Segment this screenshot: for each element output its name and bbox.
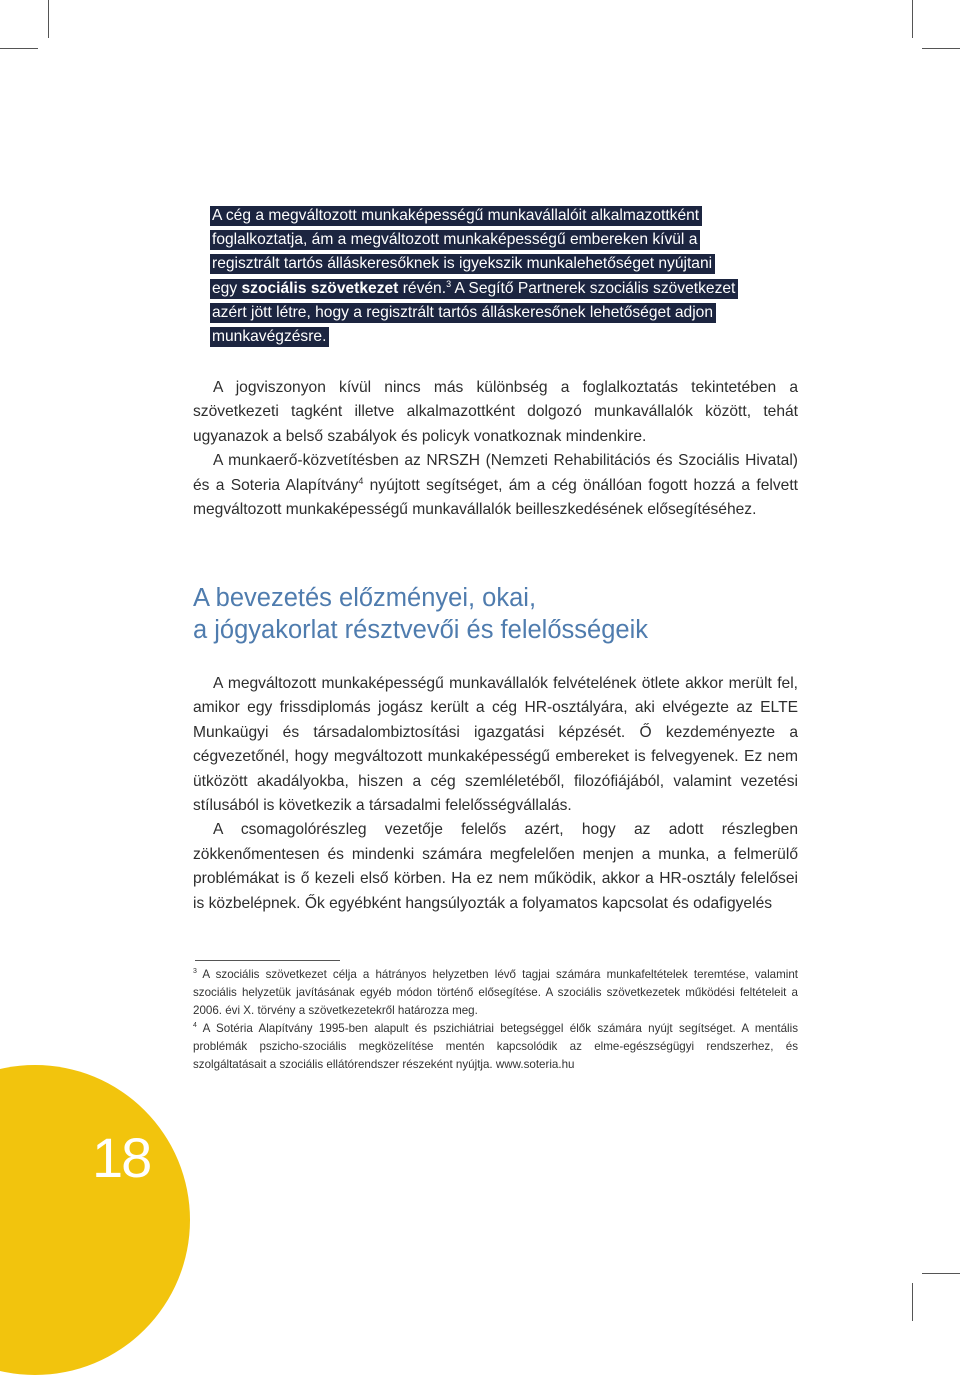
highlight-text: egy <box>212 279 242 297</box>
page-number-circle <box>0 1065 190 1375</box>
footnote-text: A szociális szövetkezet célja a hátrányos helyzetben lévő tagjai számára munkafeltételek teremtése, valamint szociális helyzetük javításának egyéb módon történő elősegítése. A szociális szövetkezetek működési feltételeit a 2006. évi X. törvény a szövetkezetekről határozza meg. <box>193 968 798 1017</box>
footnote-number: 3 <box>193 968 197 975</box>
paragraph-text: nyújtott segítséget, ám a cég önállóan fogott hozzá a felvett megváltozott munkaképességű munkavállalók beilleszkedésének elősegítéséhez. <box>193 476 798 519</box>
footnote-ref[interactable]: 4 <box>358 475 364 486</box>
footnote-text: A Sotéria Alapítvány 1995-ben alapult és pszichiátriai betegséggel élők számára nyújt segítséget. A mentális problémák pszicho-szociális megközelítése mentén kapcsolódik az elme-egészségügyi rendszerhez, és szolgáltatásait a szociális ellátórendszer részeként nyújtja. www.soteria.hu <box>193 1022 798 1071</box>
footnote-number: 4 <box>193 1022 197 1029</box>
footnote-divider <box>195 960 340 961</box>
highlight-text: révén. <box>398 279 447 297</box>
page-number: 18 <box>92 1126 151 1189</box>
paragraph: A jogviszonyon kívül nincs más különbség a foglalkoztatás tekintetében a szövetkezeti tagként illetve alkalmazottként dolgozó munkavállalók között, tehát ugyanazok a belső szabályok és policyk vonatkoznak mindenkire. <box>193 379 798 445</box>
footnotes <box>193 966 798 1074</box>
paragraph: A megváltozott munkaképességű munkavállalók felvételének ötlete akkor merült fel, amikor egy frissdiplomás jogász került a cég HR-osztályára, aki elvégezte az ELTE Munkaügyi és társadalombiztosítási igazgatási képzését. Ő kezdeményezte a cégvezetőnél, hogy megváltozott munkaképességű embereket is felvegyenek. Ez nem ütközött akadályokba, hiszen a cég szemléletéből, filozófiájából, valamint vezetési stílusából is következik a társadalmi felelősségvállalás. <box>193 675 798 815</box>
paragraph: A csomagolórészleg vezetője felelős azért, hogy az adott részlegben zökkenőmentesen és mindenki számára megfelelően menjen a munka, a felmerülő problémákat is ő kezeli első körben. Ha ez nem működik, akkor a HR-osztály felelősei is közbelépnek. Ők egyébként hangsúlyozták a folyamatos kapcsolat és odafigyelés <box>193 821 798 912</box>
highlight-text: A Segítő Partnerek szociális szövetkezet <box>451 279 736 297</box>
section-heading <box>193 582 813 646</box>
crop-mark-bottom-right <box>912 1283 913 1321</box>
highlight-block <box>210 204 770 349</box>
crop-mark-left-top <box>0 48 38 49</box>
footnote-3 <box>193 966 798 1020</box>
footnote-ref[interactable]: 3 <box>446 278 452 289</box>
paragraph <box>193 449 798 522</box>
paragraph-text: A munkaerő-közvetítésben az NRSZH (Nemzeti Rehabilitációs és Szociális Hivatal) és a Soteria Alapítvány <box>193 452 798 494</box>
highlight-line: regisztrált tartós álláskeresőknek is igyekszik munkalehetőséget nyújtani <box>210 254 715 274</box>
highlight-bold-term: szociális szövetkezet <box>241 279 399 297</box>
crop-mark-right-bottom <box>922 1273 960 1274</box>
heading-line: a jógyakorlat résztvevői és felelősségeik <box>193 616 648 644</box>
crop-mark-top-left <box>48 0 49 38</box>
heading-line: A bevezetés előzményei, okai, <box>193 584 537 612</box>
highlight-line: A cég a megváltozott munkaképességű munkavállalóit alkalmazottként <box>210 206 702 226</box>
footnote-4 <box>193 1020 798 1074</box>
crop-mark-top-right <box>912 0 913 38</box>
highlight-line <box>210 279 738 299</box>
highlight-line: azért jött létre, hogy a regisztrált tartós álláskeresőnek lehetőséget adjon <box>210 303 716 323</box>
highlight-line: foglalkoztatja, ám a megváltozott munkaképességű embereken kívül a <box>210 230 700 250</box>
crop-mark-right-top <box>922 48 960 49</box>
body-section-1 <box>193 376 798 522</box>
body-section-2 <box>193 672 798 916</box>
highlight-line: munkavégzésre. <box>210 327 329 347</box>
